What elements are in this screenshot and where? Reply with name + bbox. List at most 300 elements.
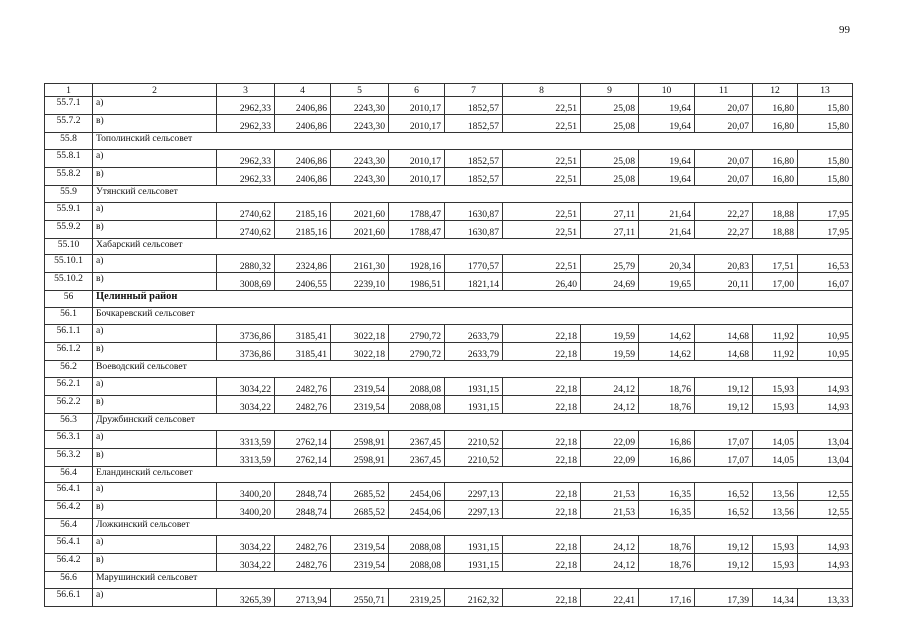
table-cell: 2210,52 [445, 430, 503, 448]
table-cell: 19,64 [639, 115, 695, 133]
table-cell: 1630,87 [445, 202, 503, 220]
table-cell: 3736,86 [217, 342, 275, 360]
table-cell: 14,62 [639, 342, 695, 360]
table-cell: 1931,15 [445, 536, 503, 554]
table-cell: 22,51 [503, 255, 581, 273]
table-cell: 2962,33 [217, 167, 275, 185]
table-cell: 2713,94 [275, 588, 331, 606]
section-title: Еландинский сельсовет [93, 466, 853, 483]
row-code: 56.2.1 [45, 377, 93, 395]
table-cell: 2239,10 [331, 273, 389, 291]
table-row [45, 167, 853, 185]
table-cell: 2021,60 [331, 202, 389, 220]
row-code: 56.6 [45, 572, 93, 589]
table-cell: 11,92 [753, 324, 798, 342]
table-cell: 1821,14 [445, 273, 503, 291]
table-cell: 18,76 [639, 377, 695, 395]
section-title: Хабарский сельсовет [93, 238, 853, 255]
table-row [45, 377, 853, 395]
row-label: а) [93, 588, 217, 606]
row-code: 55.8.2 [45, 167, 93, 185]
table-cell: 2088,08 [389, 377, 445, 395]
row-code: 56.1 [45, 308, 93, 325]
table-cell: 16,86 [639, 448, 695, 466]
table-cell: 22,51 [503, 149, 581, 167]
table-row [45, 448, 853, 466]
table-cell: 3313,59 [217, 448, 275, 466]
table-cell: 2482,76 [275, 554, 331, 572]
row-code: 56.4 [45, 519, 93, 536]
table-cell: 22,18 [503, 324, 581, 342]
table-cell: 13,56 [753, 483, 798, 501]
table-cell: 19,64 [639, 149, 695, 167]
section-row [45, 413, 853, 430]
table-cell: 20,83 [695, 255, 753, 273]
table-cell: 15,80 [798, 97, 853, 115]
table-cell: 22,18 [503, 554, 581, 572]
table-cell: 22,18 [503, 342, 581, 360]
table-row [45, 588, 853, 606]
table-cell: 14,68 [695, 324, 753, 342]
row-label: в) [93, 395, 217, 413]
table-cell: 2482,76 [275, 536, 331, 554]
row-code: 55.8 [45, 133, 93, 150]
table-cell: 18,88 [753, 202, 798, 220]
table-cell: 22,18 [503, 377, 581, 395]
column-header: 12 [753, 84, 798, 97]
section-row [45, 466, 853, 483]
table-cell: 1788,47 [389, 220, 445, 238]
table-cell: 3022,18 [331, 324, 389, 342]
row-code: 56.4.1 [45, 536, 93, 554]
table-cell: 18,76 [639, 395, 695, 413]
column-header: 1 [45, 84, 93, 97]
table-row [45, 501, 853, 519]
section-title: Марушинский сельсовет [93, 572, 853, 589]
table-cell: 16,86 [639, 430, 695, 448]
table-cell: 2880,32 [217, 255, 275, 273]
table-cell: 22,09 [581, 430, 639, 448]
table-cell: 3265,39 [217, 588, 275, 606]
table-cell: 25,79 [581, 255, 639, 273]
table-cell: 2598,91 [331, 430, 389, 448]
table-cell: 2162,32 [445, 588, 503, 606]
table-cell: 1931,15 [445, 554, 503, 572]
table-cell: 10,95 [798, 324, 853, 342]
column-header: 13 [798, 84, 853, 97]
row-code: 56.1.1 [45, 324, 93, 342]
section-row [45, 519, 853, 536]
column-header: 2 [93, 84, 217, 97]
row-code: 56.2.2 [45, 395, 93, 413]
table-cell: 12,55 [798, 483, 853, 501]
table-cell: 17,51 [753, 255, 798, 273]
row-code: 56.4 [45, 466, 93, 483]
table-cell: 20,07 [695, 149, 753, 167]
row-label: а) [93, 202, 217, 220]
table-cell: 15,93 [753, 395, 798, 413]
section-title: Дружбинский сельсовет [93, 413, 853, 430]
table-cell: 2243,30 [331, 167, 389, 185]
row-code: 56.2 [45, 360, 93, 377]
table-cell: 2790,72 [389, 342, 445, 360]
column-header: 9 [581, 84, 639, 97]
table-cell: 2406,86 [275, 149, 331, 167]
table-cell: 1630,87 [445, 220, 503, 238]
table-cell: 20,07 [695, 115, 753, 133]
table-row [45, 220, 853, 238]
row-code: 56.3.2 [45, 448, 93, 466]
column-header: 4 [275, 84, 331, 97]
table-cell: 2319,54 [331, 377, 389, 395]
table-cell: 16,52 [695, 501, 753, 519]
table-cell: 27,11 [581, 220, 639, 238]
table-cell: 26,40 [503, 273, 581, 291]
table-cell: 2010,17 [389, 167, 445, 185]
row-code: 55.10 [45, 238, 93, 255]
section-title: Воеводский сельсовет [93, 360, 853, 377]
table-cell: 2406,86 [275, 97, 331, 115]
row-label: а) [93, 255, 217, 273]
row-label: в) [93, 220, 217, 238]
table-cell: 22,51 [503, 167, 581, 185]
row-code: 56.4.2 [45, 501, 93, 519]
table-cell: 2962,33 [217, 97, 275, 115]
data-table [44, 83, 853, 607]
table-row [45, 430, 853, 448]
table-cell: 3313,59 [217, 430, 275, 448]
table-cell: 20,34 [639, 255, 695, 273]
table-cell: 2367,45 [389, 448, 445, 466]
table-cell: 2319,25 [389, 588, 445, 606]
row-code: 56 [45, 291, 93, 308]
table-cell: 2243,30 [331, 115, 389, 133]
row-label: в) [93, 554, 217, 572]
table-body [45, 84, 853, 607]
table-cell: 22,51 [503, 115, 581, 133]
table-cell: 16,80 [753, 97, 798, 115]
row-label: а) [93, 377, 217, 395]
table-cell: 2482,76 [275, 377, 331, 395]
table-cell: 13,33 [798, 588, 853, 606]
table-cell: 1852,57 [445, 149, 503, 167]
table-row [45, 483, 853, 501]
section-row [45, 291, 853, 308]
table-cell: 19,59 [581, 324, 639, 342]
row-code: 55.9.1 [45, 202, 93, 220]
section-title: Тополинский сельсовет [93, 133, 853, 150]
table-cell: 22,27 [695, 220, 753, 238]
table-cell: 20,11 [695, 273, 753, 291]
table-cell: 13,04 [798, 430, 853, 448]
table-cell: 2962,33 [217, 115, 275, 133]
table-cell: 2185,16 [275, 202, 331, 220]
section-row [45, 360, 853, 377]
table-cell: 2319,54 [331, 395, 389, 413]
row-label: в) [93, 273, 217, 291]
table-cell: 2185,16 [275, 220, 331, 238]
table-cell: 14,93 [798, 395, 853, 413]
table-cell: 14,68 [695, 342, 753, 360]
table-cell: 2406,86 [275, 167, 331, 185]
column-header: 11 [695, 84, 753, 97]
section-title: Утянский сельсовет [93, 185, 853, 202]
table-cell: 25,08 [581, 115, 639, 133]
table-cell: 24,12 [581, 536, 639, 554]
table-cell: 2010,17 [389, 149, 445, 167]
table-cell: 2848,74 [275, 501, 331, 519]
table-cell: 18,88 [753, 220, 798, 238]
row-code: 56.3 [45, 413, 93, 430]
row-code: 55.8.1 [45, 149, 93, 167]
table-cell: 1931,15 [445, 395, 503, 413]
table-cell: 25,08 [581, 167, 639, 185]
table-cell: 20,07 [695, 97, 753, 115]
table-cell: 2740,62 [217, 202, 275, 220]
row-code: 55.9 [45, 185, 93, 202]
table-cell: 16,80 [753, 149, 798, 167]
row-label: а) [93, 430, 217, 448]
table-cell: 2161,30 [331, 255, 389, 273]
table-cell: 3400,20 [217, 483, 275, 501]
table-row [45, 202, 853, 220]
table-cell: 3022,18 [331, 342, 389, 360]
table-cell: 14,34 [753, 588, 798, 606]
row-label: в) [93, 115, 217, 133]
table-cell: 2297,13 [445, 501, 503, 519]
table-cell: 2962,33 [217, 149, 275, 167]
table-row [45, 149, 853, 167]
section-row [45, 572, 853, 589]
table-cell: 3008,69 [217, 273, 275, 291]
table-cell: 2598,91 [331, 448, 389, 466]
row-label: в) [93, 448, 217, 466]
row-label: а) [93, 536, 217, 554]
table-cell: 24,12 [581, 395, 639, 413]
table-cell: 16,35 [639, 483, 695, 501]
table-cell: 14,05 [753, 430, 798, 448]
table-cell: 1928,16 [389, 255, 445, 273]
table-cell: 19,64 [639, 97, 695, 115]
table-cell: 22,18 [503, 395, 581, 413]
table-cell: 1931,15 [445, 377, 503, 395]
table-cell: 20,07 [695, 167, 753, 185]
table-cell: 19,12 [695, 554, 753, 572]
table-cell: 17,95 [798, 220, 853, 238]
section-title: Бочкаревский сельсовет [93, 308, 853, 325]
table-cell: 2010,17 [389, 115, 445, 133]
row-code: 55.7.2 [45, 115, 93, 133]
table-cell: 27,11 [581, 202, 639, 220]
table-cell: 2210,52 [445, 448, 503, 466]
table-cell: 18,76 [639, 536, 695, 554]
table-cell: 15,80 [798, 115, 853, 133]
table-cell: 3034,22 [217, 395, 275, 413]
row-code: 56.1.2 [45, 342, 93, 360]
table-cell: 19,64 [639, 167, 695, 185]
table-cell: 2633,79 [445, 342, 503, 360]
row-label: в) [93, 342, 217, 360]
table-cell: 2762,14 [275, 448, 331, 466]
row-label: а) [93, 324, 217, 342]
table-cell: 25,08 [581, 97, 639, 115]
table-cell: 19,12 [695, 536, 753, 554]
table-cell: 19,65 [639, 273, 695, 291]
table-cell: 19,12 [695, 377, 753, 395]
table-cell: 3736,86 [217, 324, 275, 342]
table-cell: 17,00 [753, 273, 798, 291]
table-cell: 21,53 [581, 501, 639, 519]
table-cell: 16,80 [753, 115, 798, 133]
table-cell: 15,80 [798, 167, 853, 185]
table-row [45, 342, 853, 360]
table-cell: 2685,52 [331, 483, 389, 501]
table-cell: 2454,06 [389, 501, 445, 519]
table-cell: 17,07 [695, 448, 753, 466]
table-cell: 3400,20 [217, 501, 275, 519]
table-cell: 17,16 [639, 588, 695, 606]
column-header: 5 [331, 84, 389, 97]
table-cell: 3185,41 [275, 342, 331, 360]
table-cell: 2740,62 [217, 220, 275, 238]
table-cell: 3185,41 [275, 324, 331, 342]
page-number: 99 [839, 24, 850, 36]
row-label: в) [93, 167, 217, 185]
table-cell: 16,07 [798, 273, 853, 291]
table-cell: 2319,54 [331, 554, 389, 572]
row-code: 56.4.1 [45, 483, 93, 501]
table-cell: 2297,13 [445, 483, 503, 501]
table-cell: 22,18 [503, 448, 581, 466]
table-cell: 2243,30 [331, 97, 389, 115]
table-row [45, 536, 853, 554]
section-row [45, 308, 853, 325]
table-cell: 21,64 [639, 220, 695, 238]
table-cell: 22,18 [503, 430, 581, 448]
table-cell: 22,41 [581, 588, 639, 606]
column-header: 3 [217, 84, 275, 97]
table-cell: 17,95 [798, 202, 853, 220]
table-cell: 24,69 [581, 273, 639, 291]
table-cell: 15,80 [798, 149, 853, 167]
table-cell: 2021,60 [331, 220, 389, 238]
table-cell: 17,39 [695, 588, 753, 606]
table-cell: 16,52 [695, 483, 753, 501]
table-cell: 2010,17 [389, 97, 445, 115]
table-cell: 19,12 [695, 395, 753, 413]
row-code: 56.3.1 [45, 430, 93, 448]
table-cell: 3034,22 [217, 377, 275, 395]
table-cell: 2367,45 [389, 430, 445, 448]
table-cell: 1852,57 [445, 167, 503, 185]
table-cell: 2482,76 [275, 395, 331, 413]
row-label: а) [93, 149, 217, 167]
section-row [45, 238, 853, 255]
table-cell: 13,56 [753, 501, 798, 519]
table-cell: 24,12 [581, 377, 639, 395]
table-cell: 11,92 [753, 342, 798, 360]
table-cell: 22,09 [581, 448, 639, 466]
table-cell: 22,51 [503, 202, 581, 220]
table-cell: 25,08 [581, 149, 639, 167]
table-cell: 2324,86 [275, 255, 331, 273]
table-cell: 2762,14 [275, 430, 331, 448]
table-cell: 2088,08 [389, 536, 445, 554]
table-cell: 13,04 [798, 448, 853, 466]
table-cell: 14,93 [798, 377, 853, 395]
table-cell: 1852,57 [445, 115, 503, 133]
row-code: 55.10.2 [45, 273, 93, 291]
row-code: 55.9.2 [45, 220, 93, 238]
table-cell: 12,55 [798, 501, 853, 519]
table-cell: 14,93 [798, 554, 853, 572]
table-cell: 16,35 [639, 501, 695, 519]
table-cell: 22,27 [695, 202, 753, 220]
table-cell: 2633,79 [445, 324, 503, 342]
table-cell: 2550,71 [331, 588, 389, 606]
row-code: 55.7.1 [45, 97, 93, 115]
table-cell: 10,95 [798, 342, 853, 360]
table-cell: 2319,54 [331, 536, 389, 554]
section-row [45, 133, 853, 150]
table-cell: 22,18 [503, 536, 581, 554]
table-cell: 2243,30 [331, 149, 389, 167]
table-cell: 22,18 [503, 588, 581, 606]
column-header: 7 [445, 84, 503, 97]
table-cell: 15,93 [753, 554, 798, 572]
table-cell: 14,62 [639, 324, 695, 342]
table-cell: 21,53 [581, 483, 639, 501]
table-cell: 3034,22 [217, 536, 275, 554]
table-row [45, 324, 853, 342]
table-row [45, 97, 853, 115]
row-code: 55.10.1 [45, 255, 93, 273]
table-row [45, 255, 853, 273]
table-cell: 22,51 [503, 97, 581, 115]
row-label: в) [93, 501, 217, 519]
section-row [45, 185, 853, 202]
table-cell: 22,18 [503, 483, 581, 501]
table-row [45, 273, 853, 291]
column-header: 6 [389, 84, 445, 97]
table-cell: 19,59 [581, 342, 639, 360]
column-header: 10 [639, 84, 695, 97]
table-cell: 3034,22 [217, 554, 275, 572]
table-cell: 2848,74 [275, 483, 331, 501]
table-row [45, 554, 853, 572]
table-cell: 1770,57 [445, 255, 503, 273]
table-cell: 2088,08 [389, 395, 445, 413]
table-cell: 1852,57 [445, 97, 503, 115]
table-cell: 17,07 [695, 430, 753, 448]
section-title: Целинный район [93, 291, 853, 308]
table-cell: 22,51 [503, 220, 581, 238]
table-row [45, 115, 853, 133]
table-cell: 15,93 [753, 377, 798, 395]
table-row [45, 395, 853, 413]
table-cell: 14,93 [798, 536, 853, 554]
section-title: Ложкинский сельсовет [93, 519, 853, 536]
table-cell: 2685,52 [331, 501, 389, 519]
table-cell: 18,76 [639, 554, 695, 572]
table-cell: 24,12 [581, 554, 639, 572]
table-cell: 2406,86 [275, 115, 331, 133]
header-row [45, 84, 853, 97]
table-cell: 21,64 [639, 202, 695, 220]
row-code: 56.6.1 [45, 588, 93, 606]
row-label: а) [93, 483, 217, 501]
table-cell: 15,93 [753, 536, 798, 554]
